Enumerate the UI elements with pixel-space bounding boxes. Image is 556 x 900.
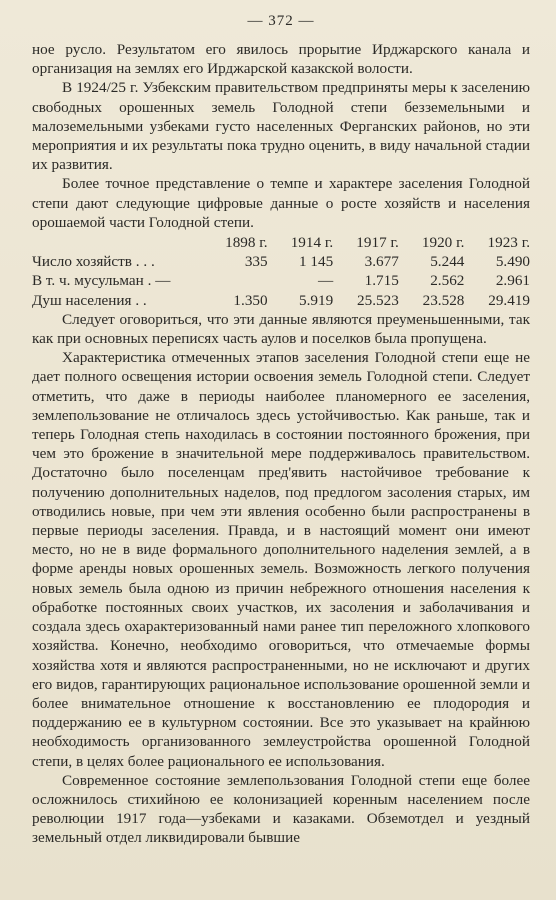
table-cell: 5.244: [430, 253, 465, 271]
paragraph-1: ное русло. Результатом его явилось прорытие Ирджарского канала и организация на землях его Ирджарской казакской волости.: [32, 41, 530, 78]
paragraph-2: В 1924/25 г. Узбекским правительством предприняты меры к заселению свободных орошенных земель Голодной степи безземельными и малоземельными узбеками густо населенных Ферганских районов, но эти мероприятия и их результаты пока трудно оценить, в виду начальной стадии их развития.: [32, 79, 530, 174]
table-row: [32, 291, 530, 310]
table-cell: 1.350: [233, 291, 268, 309]
column-header: 1914 г.: [290, 234, 334, 252]
column-header: 1898 г.: [225, 234, 268, 252]
table-cell: 335: [244, 253, 268, 271]
paragraph-3: Более точное представление о темпе и характере заселения Голодной степи дают следующие цифровые данные о росте хозяйств и населения орошаемой части Голодной степи.: [32, 175, 530, 231]
row-label: Число хозяйств . . .: [32, 253, 155, 271]
table-cell: 23.528: [422, 291, 465, 309]
table-cell: 2.562: [430, 272, 465, 290]
settlement-table: [32, 233, 530, 310]
paragraph-6: Современное состояние землепользования Голодной степи еще более осложнилось стихийною ее колонизацией коренным населением после революции 1917 года—узбеками и казаками. Обземотдел и уездный земельный отдел ликвидировали бывшие: [32, 771, 530, 847]
paragraph-5: Характеристика отмеченных этапов заселения Голодной степи еще не дает полного освещения истории освоения земель Голодной степи. Следует отметить, что даже в периоды наиболее планомерного ее заселения, землепользование не отличалось здесь устойчивостью. Как раньше, так и теперь Голодная степь находилась в состоянии постоянного брожения, при чем это брожение в значительной мере поддерживалось правительством. Достаточно было поселенцам пред'явить настойчивое требование к получению дополнительных наделов, под предлогом засоления старых, им отводились новые, при чем эти явления особенно были распространены в первые периоды заселения. Правда, и в настоящий момент они имеют место, но не в виде формального дополнительного наделения землей, а в форме аренды новых орошенных земель. Возможность легкого получения новых земель была одною из причин небрежного отношения населения к обработке постоянных своих участков, их засоления и заболачивания и создала здесь охарактеризованный нами ранее тип переложного хлопкового хозяйства. Конечно, необходимо оговориться, что отмечаемые формы хозяйства хотя и являются распространенными, но не исключают и других его видов, гарантирующих рациональное использование орошенной земли и более внимательное отношение к восстановлению ее плодородия и поддержанию ее в культурном состоянии. Все это указывает на крайнюю необходимость организованного землеустройства орошенной Голодной степи, в целях более рационального ее использования.: [32, 349, 530, 770]
table-cell: 1 145: [299, 253, 334, 271]
table-row: [32, 271, 530, 290]
table-header-row: [32, 233, 530, 252]
table-cell: 5.490: [495, 253, 530, 271]
column-header: 1920 г.: [421, 234, 465, 252]
page-number: — 372 —: [247, 13, 315, 29]
table-cell: —: [318, 272, 334, 290]
paragraph-4: Следует оговориться, что эти данные являются преуменьшенными, так как при основных переписях часть аулов и поселков была пропущена.: [32, 310, 530, 348]
column-header: 1923 г.: [487, 234, 530, 252]
table-cell: 5.919: [299, 291, 334, 309]
table-cell: [202, 271, 268, 290]
row-label: Душ населения . .: [32, 291, 147, 309]
table-row: [32, 252, 530, 271]
row-label: В т. ч. мусульман . —: [32, 272, 171, 290]
table-cell: 2.961: [495, 272, 530, 290]
table-cell: 25.523: [357, 291, 399, 309]
column-header: 1917 г.: [356, 234, 399, 252]
table-cell: 29.419: [488, 291, 530, 309]
table-cell: 3.677: [364, 253, 399, 271]
table-cell: 1.715: [364, 272, 399, 290]
